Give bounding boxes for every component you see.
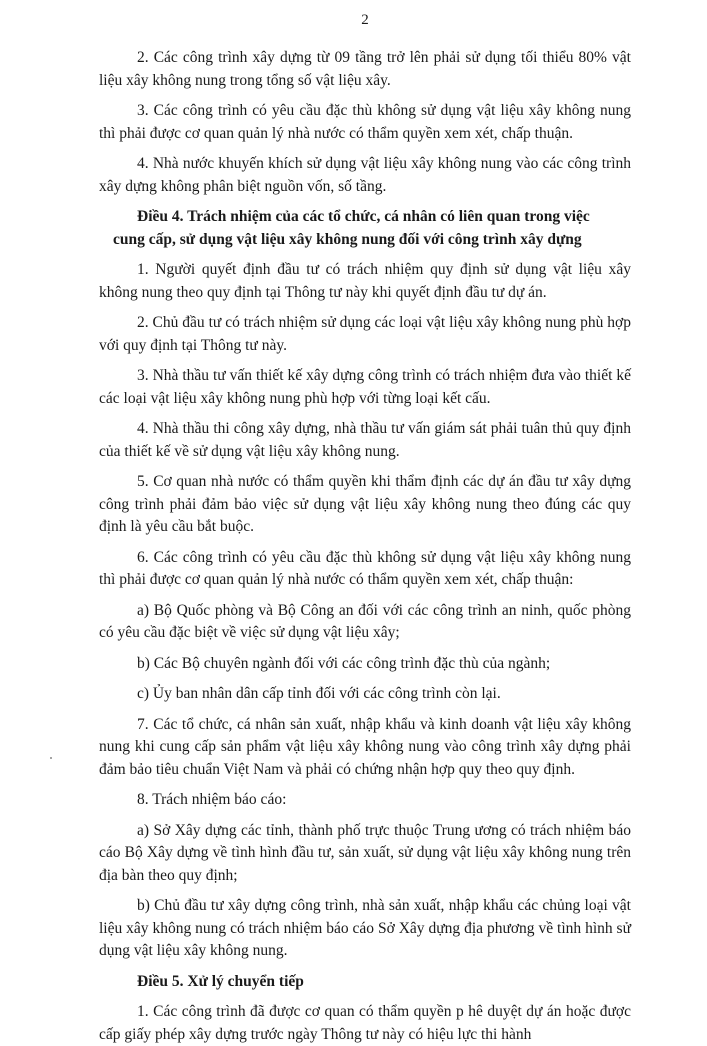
article-5-heading: Điều 5. Xử lý chuyển tiếp (137, 972, 304, 990)
article-4-subitem: a) Bộ Quốc phòng và Bộ Công an đối với các công trình an ninh, quốc phòng có yêu cầu đặc biệt về việc sử dụng vật liệu xây; (99, 601, 631, 641)
article-4-item: 1. Người quyết định đầu tư có trách nhiệm quy định sử dụng vật liệu xây không nung theo quy định tại Thông tư này khi quyết định đầu tư dự án. (99, 261, 631, 301)
article-4-item: 5. Cơ quan nhà nước có thẩm quyền khi thẩm định các dự án đầu tư xây dựng công trình phải đảm bảo việc sử dụng vật liệu xây không nung theo đúng các quy định là yêu cầu bắt buộc. (99, 473, 631, 535)
article-4-item: 6. Các công trình có yêu cầu đặc thù không sử dụng vật liệu xây không nung thì phải được cơ quan quản lý nhà nước có thẩm quyền xem xét, chấp thuận: (99, 548, 631, 588)
article-4-item: 4. Nhà thầu thi công xây dựng, nhà thầu tư vấn giám sát phải tuân thủ quy định của thiết kế về sử dụng vật liệu xây không nung. (99, 420, 631, 460)
article-4-heading-line1: Điều 4. Trách nhiệm của các tổ chức, cá nhân có liên quan trong việc (137, 208, 590, 225)
article-4-item: 8. Trách nhiệm báo cáo: (137, 791, 287, 808)
article-5-item: 1. Các công trình đã được cơ quan có thẩm quyền p hê duyệt dự án hoặc được cấp giấy phép xây dựng trước ngày Thông tư này có hiệu lực thi hành (99, 1003, 631, 1043)
article-4-item: 7. Các tổ chức, cá nhân sản xuất, nhập khẩu và kinh doanh vật liệu xây không nung khi cung cấp sản phẩm vật liệu xây không nung vào công trình xây dựng phải đảm bảo tiêu chuẩn Việt Nam và phải có chứng nhận hợp quy theo quy định. (99, 715, 631, 778)
article-4-heading-line2: cung cấp, sử dụng vật liệu xây không nung đối với công trình xây dựng (113, 230, 582, 248)
article-4-subitem: b) Chủ đầu tư xây dựng công trình, nhà sản xuất, nhập khẩu các chủng loại vật liệu xây không nung có trách nhiệm báo cáo Sở Xây dựng địa phương về tình hình sử dụng vật liệu xây không nung. (99, 897, 631, 959)
article-4-subitem: c) Ủy ban nhân dân cấp tỉnh đối với các công trình còn lại. (137, 685, 501, 702)
paragraph: 4. Nhà nước khuyến khích sử dụng vật liệu xây không nung vào các công trình xây dựng không phân biệt nguồn vốn, số tầng. (99, 155, 631, 195)
article-4-heading (99, 206, 631, 251)
article-4-item: 3. Nhà thầu tư vấn thiết kế xây dựng công trình có trách nhiệm đưa vào thiết kế các loại vật liệu xây không nung phù hợp với từng loại kết cấu. (99, 367, 631, 407)
scan-speck (50, 757, 52, 759)
page-number: 2 (361, 12, 369, 28)
paragraph: 3. Các công trình có yêu cầu đặc thù không sử dụng vật liệu xây không nung thì phải được cơ quan quản lý nhà nước có thẩm quyền xem xét, chấp thuận. (99, 102, 631, 142)
article-4-item: 2. Chủ đầu tư có trách nhiệm sử dụng các loại vật liệu xây không nung phù hợp với quy định tại Thông tư này. (99, 314, 631, 354)
article-4-subitem: a) Sở Xây dựng các tỉnh, thành phố trực thuộc Trung ương có trách nhiệm báo cáo Bộ Xây dựng về tình hình đầu tư, sản xuất, sử dụng vật liệu xây không nung trên địa bàn theo quy định; (99, 821, 631, 884)
paragraph: 2. Các công trình xây dựng từ 09 tầng trở lên phải sử dụng tối thiểu 80% vật liệu xây không nung trong tổng số vật liệu xây. (99, 49, 631, 89)
article-4-subitem: b) Các Bộ chuyên ngành đối với các công trình đặc thù của ngành; (137, 654, 551, 672)
